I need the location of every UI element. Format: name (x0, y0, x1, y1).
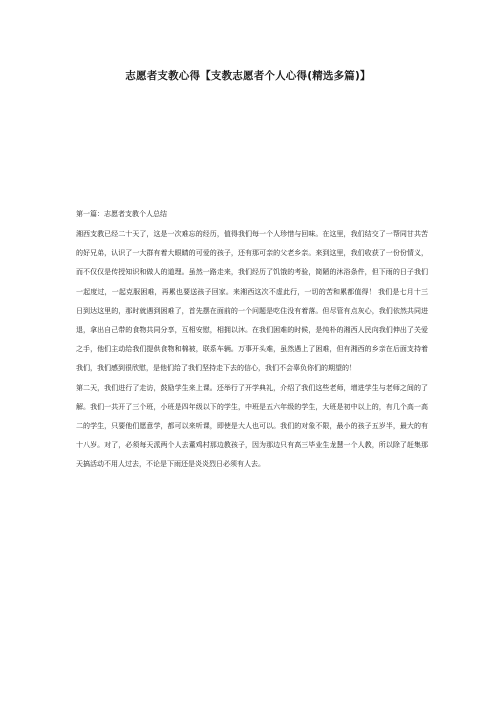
paragraph-2: 第二天，我们进行了走访，鼓励学生来上课。还举行了开学典礼，介绍了我们这些老师，增进学生与老师之间的了解。我们一共开了三个班，小班是四年级以下的学生，中班是五六年级的学生，大班是初中以上的，有几个高一高二的学生，只要他们愿意学，都可以来听课，即使是大人也可以。我们的对象不限，最小的孩子五岁半，最大的有十八岁。对了，必须每天派两个人去董鸡村那边教孩子，因为那边只有高三毕业生龙慧一个人教，所以除了赶集那天搞活动不用人过去，不论是下雨还是炎炎烈日必须有人去。 (76, 383, 428, 469)
document-title: 志愿者支教心得【支教志愿者个人心得(精选多篇)】 (125, 70, 371, 82)
section-heading: 第一篇：志愿者支教个人总结 (76, 210, 167, 218)
paragraph-1: 湘西支教已经二十天了，这是一次难忘的经历，值得我们每一个人珍惜与回味。在这里，我们结交了一帮同甘共苦的好兄弟，认识了一大群有着大眼睛的可爱的孩子，还有那可亲的父老乡亲。来到这里，我们收获了一份份情义，而不仅仅是传授知识和做人的道理。虽然一路走来，我们经历了饥饿的考验，简陋的沐浴条件，但下雨的日子我们一起度过，一起克服困难，再累也要送孩子回家。来湘西这次不虚此行，一切的苦和累都值得！ 我们是七月十三日到达这里的，那时就遇到困难了，首先摆在面前的一个问题是吃住没有着落。但尽管有点灰心，我们依然共同进退，拿出自己带的食物共同分享，互相安慰，相拥以沐。在我们困难的时候，是纯朴的湘西人民向我们伸出了关爱之手，他们主动给我们提供食物和棉被，联系车辆。万事开头难，虽然遇上了困难，但有湘西的乡亲在后面支持着我们，我们感到很欣慰，是他们给了我们坚持走下去的信心，我们不会辜负你们的期望的！ (76, 230, 428, 373)
document-body (76, 208, 428, 475)
